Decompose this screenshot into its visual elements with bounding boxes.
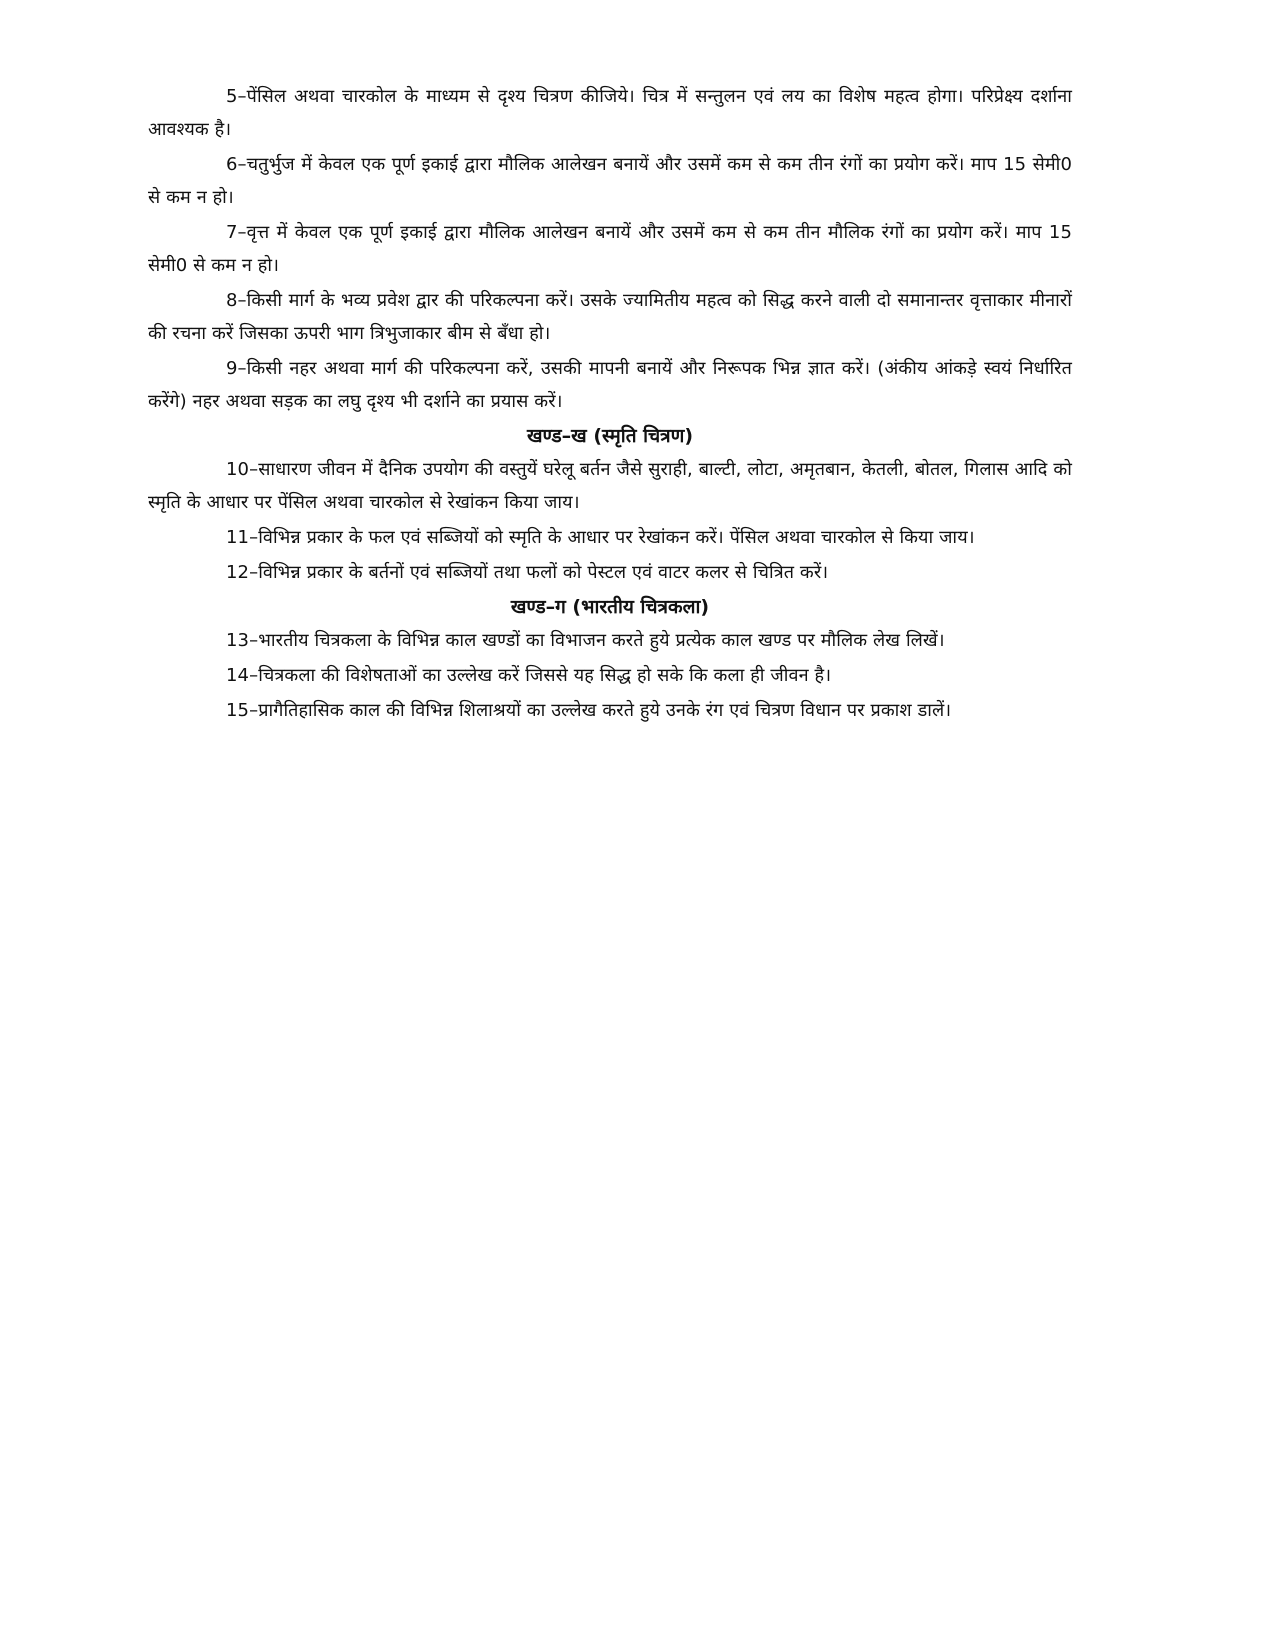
paragraph-item-6: 6–चतुर्भुज में केवल एक पूर्ण इकाई द्वारा मौलिक आलेखन बनायें और उसमें कम से कम तीन रंगों का प्रयोग करें। माप 15 सेमी0 से कम न हो। (148, 154, 1072, 208)
paragraph-item-13: 13–भारतीय चित्रकला के विभिन्न काल खण्डों का विभाजन करते हुये प्रत्येक काल खण्ड पर मौलिक लेख लिखें। (226, 630, 945, 651)
paragraph-item-7: 7–वृत्त में केवल एक पूर्ण इकाई द्वारा मौलिक आलेखन बनायें और उसमें कम से कम तीन मौलिक रंगों का प्रयोग करें। माप 15 सेमी0 से कम न हो। (148, 222, 1072, 276)
paragraph-item-9: 9–किसी नहर अथवा मार्ग की परिकल्पना करें, उसकी मापनी बनायें और निरूपक भिन्न ज्ञात करें। (अंकीय आंकड़े स्वयं निर्धारित करेंगे) नहर अथवा सड़क का लघु दृश्य भी दर्शाने का प्रयास करें। (148, 358, 1072, 412)
paragraph-item-8: 8–किसी मार्ग के भव्य प्रवेश द्वार की परिकल्पना करें। उसके ज्यामितीय महत्व को सिद्ध करने वाली दो समानान्तर वृत्ताकार मीनारों की रचना करें जिसका ऊपरी भाग त्रिभुजाकार बीम से बँधा हो। (148, 290, 1072, 344)
paragraph-item-11: 11–विभिन्न प्रकार के फल एवं सब्जियों को स्मृति के आधार पर रेखांकन करें। पेंसिल अथवा चारकोल से किया जाय। (226, 527, 975, 548)
paragraph-item-5: 5–पेंसिल अथवा चारकोल के माध्यम से दृश्य चित्रण कीजिये। चित्र में सन्तुलन एवं लय का विशेष महत्व होगा। परिप्रेक्ष्य दर्शाना आवश्यक है। (148, 86, 1072, 140)
paragraph-item-15: 15–प्रागैतिहासिक काल की विभिन्न शिलाश्रयों का उल्लेख करते हुये उनके रंग एवं चित्रण विधान पर प्रकाश डालें। (226, 700, 952, 721)
paragraph-item-12: 12–विभिन्न प्रकार के बर्तनों एवं सब्जियों तथा फलों को पेस्टल एवं वाटर कलर से चित्रित करें। (226, 562, 829, 583)
section-c-heading: खण्ड–ग (भारतीय चित्रकला) (510, 596, 710, 618)
paragraph-item-14: 14–चित्रकला की विशेषताओं का उल्लेख करें जिससे यह सिद्ध हो सके कि कला ही जीवन है। (226, 665, 832, 686)
document-page (148, 80, 1072, 729)
section-b-heading: खण्ड–ख (स्मृति चित्रण) (526, 425, 694, 447)
paragraph-item-10: 10–साधारण जीवन में दैनिक उपयोग की वस्तुयें घरेलू बर्तन जैसे सुराही, बाल्टी, लोटा, अमृतबान, केतली, बोतल, गिलास आदि को स्मृति के आधार पर पेंसिल अथवा चारकोल से रेखांकन किया जाय। (148, 459, 1072, 513)
